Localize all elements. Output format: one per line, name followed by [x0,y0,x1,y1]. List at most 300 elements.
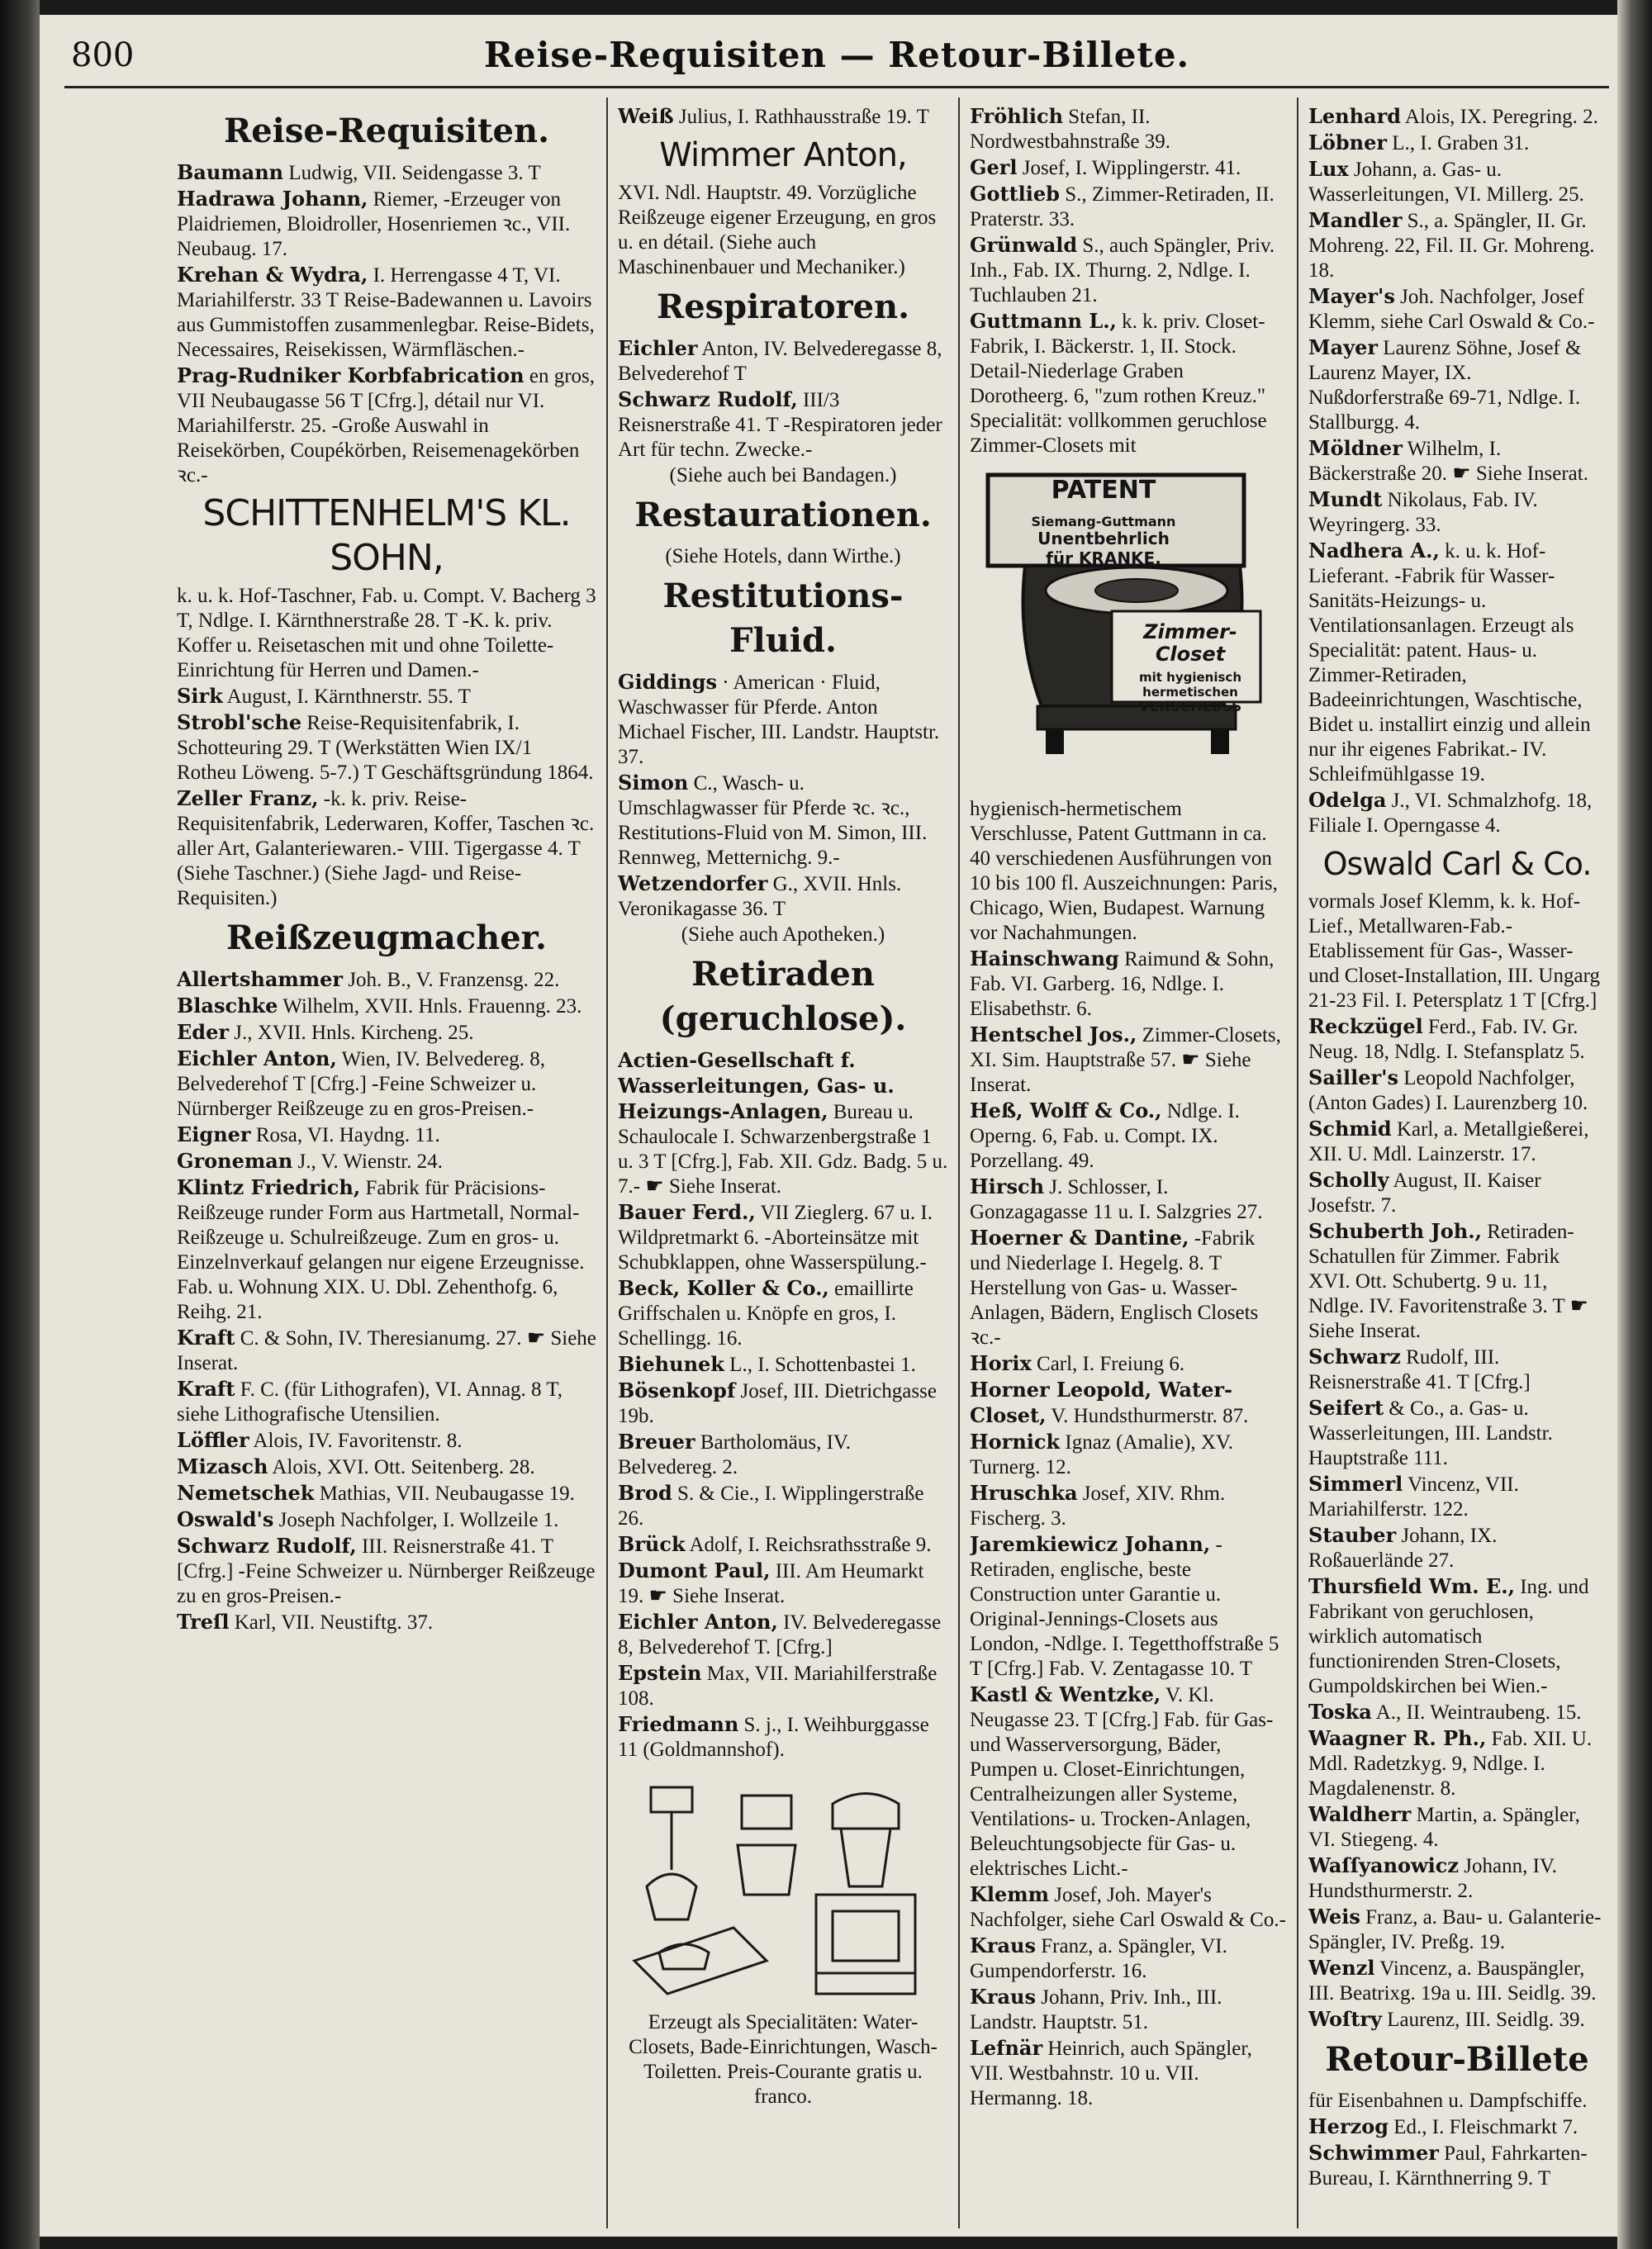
directory-entry [618,1481,948,1531]
entry-list [618,336,948,463]
directory-entry [970,1351,1287,1377]
entry-name: Grünwald [970,233,1078,257]
cross-reference: (Siehe auch bei Bandagen.) [669,464,897,486]
entry-details: emaillirte Griffschalen u. Knöpfe en gros, I. Schellingg. 16. [618,1278,914,1350]
directory-entry [970,1174,1287,1225]
entry-list [177,967,596,1635]
entry-details: Leopold Nachfolger, (Anton Gades) I. Laurenzberg 10. [1308,1067,1588,1114]
fixtures-illustration [626,1771,940,2002]
entry-details: Martin, a. Spängler, VI. Stiegeng. 4. [1308,1804,1580,1851]
entry-details: Anton, IV. Belvederegasse 8, Belvederehof T [618,338,942,385]
entry-details: Vincenz, a. Bauspängler, III. Beatrixg. 19a u. III. Seidlg. 39. [1308,1957,1597,2005]
entry-name: Schuberth Joh., [1308,1219,1482,1243]
directory-entry [1308,335,1606,435]
entry-details: Vincenz, VII. Mariahilferstr. 122. [1308,1473,1519,1521]
entry-details: Joh. B., V. Franzensg. 22. [348,969,560,991]
entry-name: Fröhlich [970,104,1064,128]
entry-name: Groneman [177,1149,293,1173]
directory-entry [177,1122,596,1148]
entry-details: S. & Cie., I. Wipplingerstraße 26. [618,1483,924,1530]
entry-name: Blaschke [177,994,278,1018]
directory-entry [970,1378,1287,1429]
directory-entry [1308,1472,1606,1522]
section-heading: Retour-Billete [1325,2040,1589,2079]
directory-entry [1308,2089,1606,2114]
entry-details: Wilhelm, XVII. Hnls. Frauenng. 23. [282,995,582,1018]
directory-entry [970,1933,1287,1984]
directory-entry [1308,2114,1606,2140]
entry-details: III. Am Heumarkt 19. ☛ Siehe Inserat. [618,1560,924,1607]
directory-entry [1308,1345,1606,1395]
entry-details: Adolf, I. Reichsrathsstraße 9. [689,1534,932,1556]
entry-name: Löbner [1308,130,1388,154]
entry-details: Johann, IX. Roßauerlände 27. [1308,1525,1498,1572]
entry-details: en gros, VII Neubaugasse 56 T [Cfrg.], détail nur VI. Mariahilferstr. 25. -Große Auswahl in Reisekörben, Coupékörben, Reisemenagekörben ꝛc.- [177,365,596,486]
entry-details: August, I. Kärnthnerstr. 55. T [226,686,471,708]
entry-details: Josef, I. Wipplingerstr. 41. [1022,157,1241,179]
cross-reference: (Siehe Hotels, dann Wirthe.) [665,545,901,567]
entry-name: Schmid [1308,1117,1392,1141]
entry-name: Nemetschek [177,1481,315,1505]
directory-entry [618,1378,948,1429]
entry-details: Rudolf, III. Reisnerstraße 41. T [Cfrg.] [1308,1346,1531,1393]
entry-details: V. Kl. Neugasse 23. T [Cfrg.] Fab. für Gas- und Wasserversorgung, Bäder, Pumpen u. Closet-Einrichtungen, Centralheizungen aller Systeme, Ventilations- u. Trocken-Anlagen, Beleuchtungsobjecte für Gas- u. elektrisches Licht.- [970,1684,1274,1880]
directory-entry [618,1276,948,1351]
entry-details: Ferd., Fab. IV. Gr. Neug. 18, Ndlg. I. Stefansplatz 5. [1308,1016,1585,1063]
entry-details: J., V. Wienstr. 24. [297,1151,443,1173]
directory-entry [970,1682,1287,1881]
entry-name: Beck, Koller & Co., [618,1276,829,1300]
directory-entry [618,387,948,463]
entry-name: Allertshammer [177,967,344,991]
entry-name: Klemm [970,1882,1050,1906]
entry-details: Wien, IV. Belvedereg. 8, Belvederehof T [Cfrg.] -Feine Schweizer u. Nürnberger Reißzeuge zu en gros-Preisen.- [177,1048,546,1120]
page-number: 800 [71,36,135,74]
directory-entry [177,160,596,186]
directory-entry [1308,1956,1606,2006]
entry-name: Waldherr [1308,1802,1412,1826]
directory-entry [618,670,948,770]
section-heading: Restitutions-Fluid. [662,576,904,660]
directory-entry [970,797,1287,946]
directory-entry [177,1020,596,1046]
directory-entry [970,1022,1287,1098]
entry-details: S., auch Spängler, Priv. Inh., Fab. IX. Thurng. 2, Ndlge. I. Tuchlauben 21. [970,235,1275,306]
entry-details: C. & Sohn, IV. Theresianumg. 27. ☛ Siehe Inserat. [177,1327,596,1374]
directory-entry [177,967,596,993]
section-heading: Reise-Requisiten. [223,112,550,150]
directory-entry [970,1882,1287,1933]
entry-details: Joseph Nachfolger, I. Wollzeile 1. [278,1509,559,1531]
entry-list [1308,2089,1606,2191]
entry-details: Max, VII. Mariahilferstraße 108. [618,1663,938,1710]
entry-details: Raimund & Sohn, Fab. VI. Garberg. 16, Ndlge. I. Elisabethstr. 6. [970,948,1275,1020]
entry-name: Jaremkiewicz Johann, [970,1532,1211,1556]
entry-details: Laurenz, III. Seidlg. 39. [1387,2009,1585,2031]
directory-entry [1308,284,1606,335]
ad-maker: Siemang-Guttmann [1031,514,1176,529]
directory-entry [177,684,596,709]
entry-name: Actien-Gesellschaft f. Wasserleitungen, Gas- u. Heizungs-Anlagen, [618,1048,895,1123]
entry-details: hygienisch-hermetischem Verschlusse, Patent Guttmann in ca. 40 verschiedenen Ausführungen von 10 bis 100 fl. Auszeichnungen: Paris, Chicago, Wien, Budapest. Warnung vor Nachahmungen. [970,798,1278,944]
entry-name: Kraft [177,1326,235,1350]
entry-details: k. u. k. Hof-Lieferant. -Fabrik für Wasser-Sanitäts-Heizungs- u. Ventilationsanlagen. Erzeugt als Specialität: patent. Haus- u. Zimmer-Retiraden, Badeeinrichtungen, Waschtische, Bidet u. installirt einzig und allein nur ihr eigenes Fabrikat.- IV. Schleifmühlgasse 19. [1308,540,1591,785]
entry-name: Treſl [177,1610,230,1634]
display-advert-name: Oswald Carl & Co. [1322,846,1592,882]
directory-entry [1308,1014,1606,1065]
entry-details: I. Herrengasse 4 T, VI. Mariahilferstr. 33 T Reise-Badewannen u. Lavoirs aus Gummistoffen zusammenlegbar. Reise-Bidets, Necessaires, Reisekissen, Wärmfläschen.- [177,264,595,361]
section-heading: Reißzeugmacher. [226,918,547,957]
entry-name: Gerl [970,155,1018,179]
entry-name: Hainschwang [970,947,1119,970]
entry-name: Löffler [177,1428,249,1452]
entry-details: -Fabrik und Niederlage I. Hegelg. 8. T Herstellung von Gas- u. Wasser-Anlagen, Bädern, Englisch Closets ꝛc.- [970,1227,1259,1349]
entry-name: Klintz Friedrich, [177,1175,361,1199]
entry-details: Ndlge. I. Operng. 6, Fab. u. Compt. IX. Porzellang. 49. [970,1100,1240,1172]
directory-page [40,15,1617,2237]
directory-entry [618,181,948,280]
directory-entry [1308,1802,1606,1853]
directory-entry [618,1532,948,1558]
directory-entry [1308,890,1606,1013]
directory-entry [618,771,948,871]
entry-details: Laurenz Söhne, Josef & Laurenz Mayer, IX. Nußdorferstraße 69-71, Ndlge. I. Stallburgg. 4. [1308,337,1582,434]
entry-name: Hornick [970,1430,1061,1454]
entry-details: L., I. Schottenbastei 1. [729,1354,916,1376]
entry-details: Johann, IV. Hundsthurmerstr. 2. [1308,1855,1558,1902]
entry-details: Nikolaus, Fab. IV. Weyringerg. 33. [1308,489,1538,536]
directory-entry [177,363,596,488]
directory-entry [1308,1117,1606,1167]
entry-name: Eigner [177,1122,251,1146]
directory-entry [177,1046,596,1122]
entry-name: Lenhard [1308,104,1402,128]
directory-entry [1308,208,1606,283]
directory-entry [177,1175,596,1325]
entry-name: Nadhera A., [1308,539,1440,562]
entry-name: Oswald's [177,1507,274,1531]
entry-name: Weiß [618,104,674,128]
entry-name: Kraus [970,1933,1037,1957]
entry-details: III. Reisnerstraße 41. T [Cfrg.] -Feine Schweizer u. Nürnberger Reißzeuge zu en gros-Preisen.- [177,1535,596,1607]
toilet-fixtures-icon [626,1771,940,2002]
directory-entry [177,263,596,363]
entry-details: G., XVII. Hnls. Veronikagasse 36. T [618,873,902,920]
entry-details: -Retiraden, englische, beste Construction unter Garantie u. Original-Jennings-Closets aus London, -Ndlge. I. Tegetthoffstraße 5 T [Cfrg.] Fab. V. Zentagasse 10. T [970,1534,1279,1680]
ad-line7: VERSCHLUSS [1138,699,1242,715]
entry-details: Alois, IV. Favoritenstr. 8. [253,1430,463,1452]
column-rule [1297,97,1298,2228]
display-advert-name: SCHITTENHELM'S KL. SOHN, [202,492,571,579]
entry-name: Hruschka [970,1481,1078,1505]
entry-name: Horner Leopold, Water-Closet, [970,1378,1232,1427]
entry-name: Wenzl [1308,1956,1375,1980]
entry-name: Schwarz [1308,1345,1401,1369]
directory-entry [177,710,596,785]
entry-name: Bösenkopf [618,1378,736,1402]
cross-reference: (Siehe auch Apotheken.) [681,923,885,946]
entry-name: Horix [970,1351,1032,1375]
entry-details: Zimmer-Closets, XI. Sim. Hauptstraße 57. ☛ Siehe Inserat. [970,1024,1281,1096]
column-2 [618,104,948,2227]
entry-details: Karl, a. Metallgießerei, XII. U. Mdl. Lainzerstr. 17. [1308,1118,1589,1165]
entry-name: Hadrawa Johann, [177,187,368,211]
directory-entry [970,155,1287,181]
entry-name: Waagner R. Ph., [1308,1726,1487,1750]
directory-entry [1308,104,1606,130]
directory-entry [618,1559,948,1609]
entry-details: Julius, I. Rathhausstraße 19. T [678,106,929,128]
entry-name: Sirk [177,684,223,708]
entry-list [618,1048,948,1763]
column-rule [606,97,608,2228]
entry-name: Simmerl [1308,1472,1403,1496]
entry-details: J., VI. Schmalzhofg. 18, Filiale I. Operngasse 4. [1308,790,1593,837]
directory-entry [1308,1905,1606,1955]
directory-entry [1308,130,1606,156]
entry-name: Guttmann L., [970,309,1117,333]
entry-details: S. j., I. Weihburggasse 11 (Goldmannshof). [618,1714,929,1761]
entry-name: Breuer [618,1430,695,1454]
ad-line6: hermetischen [1142,685,1238,700]
directory-entry [618,1352,948,1378]
entry-name: Brod [618,1481,672,1505]
entry-details: k. u. k. Hof-Taschner, Fab. u. Compt. V. Bacherg 3 T, Ndlge. I. Kärnthnerstraße 28. T -K. k. priv. Koffer u. Reisetaschen mit und ohne Toilette-Einrichtung für Herren und Damen.- [177,585,596,681]
entry-name: Gottlieb [970,182,1060,206]
directory-entry [970,1985,1287,2035]
entry-list [1308,890,1606,2033]
entry-name: Mandler [1308,208,1403,232]
entry-name: Dumont Paul, [618,1559,771,1582]
entry-details: Franz, a. Bau- u. Galanterie-Spängler, IV. Preßg. 19. [1308,1906,1602,1953]
directory-entry [177,187,596,262]
entry-details: Ed., I. Fleischmarkt 7. [1393,2116,1578,2138]
entry-name: Seifert [1308,1396,1384,1420]
entry-name: Schwarz Rudolf, [618,387,798,411]
directory-entry [1308,1700,1606,1725]
entry-details: Mathias, VII. Neubaugasse 19. [319,1483,575,1505]
directory-entry [1308,1065,1606,1116]
entry-name: Eichler Anton, [177,1046,337,1070]
left-binding-edge [0,0,40,2249]
directory-entry [177,1428,596,1454]
entry-name: Eichler Anton, [618,1610,778,1634]
entry-details: S., a. Spängler, II. Gr. Mohreng. 22, Fil. II. Gr. Mohreng. 18. [1308,210,1595,282]
entry-details: Josef, III. Dietrichgasse 19b. [618,1380,937,1427]
entry-name: Hirsch [970,1174,1045,1198]
entry-details: Paul, Fahrkarten-Bureau, I. Kärnthnerring 9. T [1308,2142,1588,2190]
entry-name: Mayer's [1308,284,1395,308]
entry-name: Schwimmer [1308,2141,1439,2165]
entry-details: · American · Fluid, Waschwasser für Pferde. Anton Michael Fischer, III. Landstr. Hauptstr. 37. [618,671,940,768]
entry-name: Sailler's [1308,1065,1399,1089]
entry-name: Kraus [970,1985,1037,2009]
entry-details: J. Schlosser, I. Gonzagagasse 11 u. I. Salzgries 27. [970,1176,1263,1223]
right-page-edge [1617,0,1652,2249]
entry-list [970,797,1287,2111]
directory-entry [970,233,1287,308]
ad-line1: Unentbehrlich [1037,529,1170,548]
directory-entry [970,309,1287,458]
entry-list [970,104,1287,458]
directory-entry [970,104,1287,154]
directory-entry [177,584,596,683]
directory-entry [1308,157,1606,207]
entry-name: Friedmann [618,1712,739,1736]
entry-details: V. Hundsthurmerstr. 87. [1051,1405,1249,1427]
entry-name: Zeller Franz, [177,786,319,810]
ad-line5: mit hygienisch [1139,670,1241,685]
section-heading: Respiratoren. [656,287,910,326]
closet-advert [980,467,1277,789]
directory-entry [177,1507,596,1533]
entry-name: Mundt [1308,487,1383,511]
directory-entry [1308,1523,1606,1573]
directory-entry [177,786,596,911]
entry-name: Mayer [1308,335,1378,359]
entry-list [618,670,948,922]
entry-details: Riemer, -Erzeuger von Plaidriemen, Bloidroller, Hosenriemen ꝛc., VII. Neubaug. 17. [177,188,571,260]
directory-entry [970,1226,1287,1350]
directory-entry [970,2036,1287,2111]
entry-details: Joh. Nachfolger, Josef Klemm, siehe Carl Oswald & Co.- [1308,286,1595,333]
directory-entry [177,1534,596,1609]
directory-entry [970,1098,1287,1174]
entry-name: Stauber [1308,1523,1397,1547]
directory-entry [618,104,948,130]
entry-name: Eder [177,1020,229,1044]
entry-name: Waſſyanowicz [1308,1853,1460,1877]
entry-name: Lux [1308,157,1349,181]
directory-entry [618,1048,948,1199]
entry-name: Wetzendorfer [618,871,768,895]
entry-name: Heß, Wolff & Co., [970,1098,1162,1122]
entry-list [618,104,948,130]
section-heading: Restaurationen. [634,496,932,534]
directory-entry [618,1610,948,1660]
entry-name: Herzog [1308,2114,1389,2138]
entry-name: Biehunek [618,1352,724,1376]
directory-entry [618,336,948,387]
entry-name: Giddings [618,670,718,694]
directory-entry [618,1430,948,1480]
entry-details: vormals Josef Klemm, k. k. Hof-Lief., Metallwaren-Fab.-Etablissement für Gas-, Wasser- und Closet-Installation, III. Ungarg 21-23 Fil. I. Petersplatz 1 T [Cfrg.] [1308,890,1600,1012]
ad-patent: PATENT [1051,476,1156,505]
entry-name: Brück [618,1532,686,1556]
entry-name: Thursfield Wm. E., [1308,1574,1515,1598]
directory-entry [970,947,1287,1022]
entry-details: Alois, IX. Peregring. 2. [1404,106,1598,128]
entry-list [177,160,596,488]
entry-details: Ing. und Fabrikant von geruchlosen, wirklich automatisch functionirenden Stren-Closets, Gumpoldskirchen bei Wien.- [1308,1576,1589,1697]
directory-entry [1308,1219,1606,1344]
entry-details: Alois, XVI. Ott. Seitenberg. 28. [272,1456,535,1478]
directory-entry [970,1430,1287,1480]
entry-name: Krehan & Wydra, [177,263,368,287]
illustration-caption: Erzeugt als Specialitäten: Water-Closets, Bade-Einrichtungen, Wasch-Toiletten. Preis-Courante gratis u. franco. [629,2011,938,2108]
entry-details: Josef, Joh. Mayer's Nachfolger, siehe Carl Oswald & Co.- [970,1884,1286,1931]
entry-details: Fab. XII. U. Mdl. Radetzkyg. 9, Ndlge. I. Magdalenenstr. 8. [1308,1728,1593,1800]
entry-details: Carl, I. Freiung 6. [1037,1353,1185,1375]
directory-entry [618,1712,948,1763]
entry-name: Prag-Rudniker Korbfabrication [177,363,525,387]
directory-entry [618,1661,948,1711]
entry-name: Kraft [177,1377,235,1401]
page-header [64,28,1609,88]
entry-details: Wilhelm, I. Bäckerstraße 20. ☛ Siehe Inserat. [1308,438,1588,485]
entry-details: III/3 Reisnerstraße 41. T -Respiratoren jeder Art für techn. Zwecke.- [618,389,942,461]
directory-entry [1308,1726,1606,1801]
entry-details: A., II. Weintraubeng. 15. [1375,1701,1582,1724]
directory-entry [177,1610,596,1635]
directory-entry [1308,1574,1606,1699]
directory-entry [1308,1168,1606,1218]
ad-line2: für KRANKE. [1046,548,1161,568]
entry-list [177,584,596,911]
ad-line3: Zimmer- [1143,620,1237,643]
entry-details: Karl, VII. Neustiftg. 37. [234,1611,434,1634]
entry-details: L., I. Graben 31. [1392,132,1530,154]
entry-details: C., Wasch- u. Umschlagwasser für Pferde ꝛc. ꝛc., Restitutions-Fluid von M. Simon, III. Rennweg, Metternichg. 9.- [618,772,928,869]
entry-details: August, II. Kaiser Josefstr. 7. [1308,1170,1541,1217]
directory-entry [970,1532,1287,1682]
directory-entry [177,1326,596,1376]
directory-entry [177,1481,596,1506]
entry-details: J., XVII. Hnls. Kircheng. 25. [234,1022,474,1044]
directory-entry [1308,436,1606,486]
entry-name: Epstein [618,1661,702,1685]
entry-name: Simon [618,771,689,795]
ad-line4: Closet [1155,643,1226,666]
directory-entry [1308,539,1606,787]
entry-details: Bartholomäus, IV. Belvedereg. 2. [618,1431,851,1478]
entry-name: Reckzügel [1308,1014,1423,1038]
entry-list [1308,104,1606,838]
entry-list [618,181,948,280]
directory-entry [177,1454,596,1480]
entry-details: Josef, XIV. Rhm. Fischerg. 3. [970,1483,1226,1530]
section-heading: Retiraden (geruchlose). [659,955,907,1038]
directory-entry [1308,1853,1606,1904]
entry-details: Johann, a. Gas- u. Wasserleitungen, VI. Millerg. 25. [1308,159,1584,206]
column-1 [177,104,596,2227]
entry-name: Scholly [1308,1168,1389,1192]
directory-entry [618,871,948,922]
entry-details: -k. k. priv. Reise-Requisitenfabrik, Lederwaren, Koffer, Taschen ꝛc. aller Art, Galanteriewaren.- VIII. Tigergasse 4. T (Siehe Taschner.) (Siehe Jagd- und Reise-Requisiten.) [177,788,595,909]
entry-details: Ludwig, VII. Seidengasse 3. T [288,162,541,184]
directory-entry [1308,2007,1606,2033]
entry-name: Möldner [1308,436,1403,460]
entry-name: Woſtry [1308,2007,1383,2031]
entry-details: Heinrich, auch Spängler, VII. Westbahnstr. 10 u. VII. Hermanng. 18. [970,2038,1252,2109]
entry-details: VII Zieglerg. 67 u. I. Wildpretmarkt 6. -Aborteinsätze mit Schubklappen, ohne Wasserspülung.- [618,1202,933,1274]
directory-entry [177,1377,596,1427]
directory-entry [618,1200,948,1275]
entry-name: Weis [1308,1905,1360,1929]
directory-entry [1308,487,1606,538]
entry-details: Johann, Priv. Inh., III. Landstr. Hauptstr. 51. [970,1986,1222,2033]
directory-entry [1308,2141,1606,2191]
directory-entry [177,1149,596,1174]
entry-name: Hoerner & Dantine, [970,1226,1189,1250]
entry-details: Reise-Requisitenfabrik, I. Schotteuring 29. T (Werkstätten Wien IX/1 Rotheu Löweng. 5-7.) T Geschäftsgründung 1864. [177,712,594,784]
entry-name: Lefnär [970,2036,1043,2060]
display-advert-name: Wimmer Anton, [659,136,907,174]
entry-name: Odelga [1308,788,1387,812]
entry-details: Franz, a. Spängler, VI. Gumpendorferstr. 16. [970,1935,1227,1982]
entry-details: Fabrik für Präcisions-Reißzeuge runder Form aus Hartmetall, Normal-Reißzeuge u. Schulreißzeuge. Zum en gros- u. Einzelnverkauf gelangen nur eigene Erzeugnisse. Fab. u. Wohnung XIX. U. Dbl. Zehenthofg. 6, Reihg. 21. [177,1177,585,1323]
directory-entry [970,1481,1287,1531]
